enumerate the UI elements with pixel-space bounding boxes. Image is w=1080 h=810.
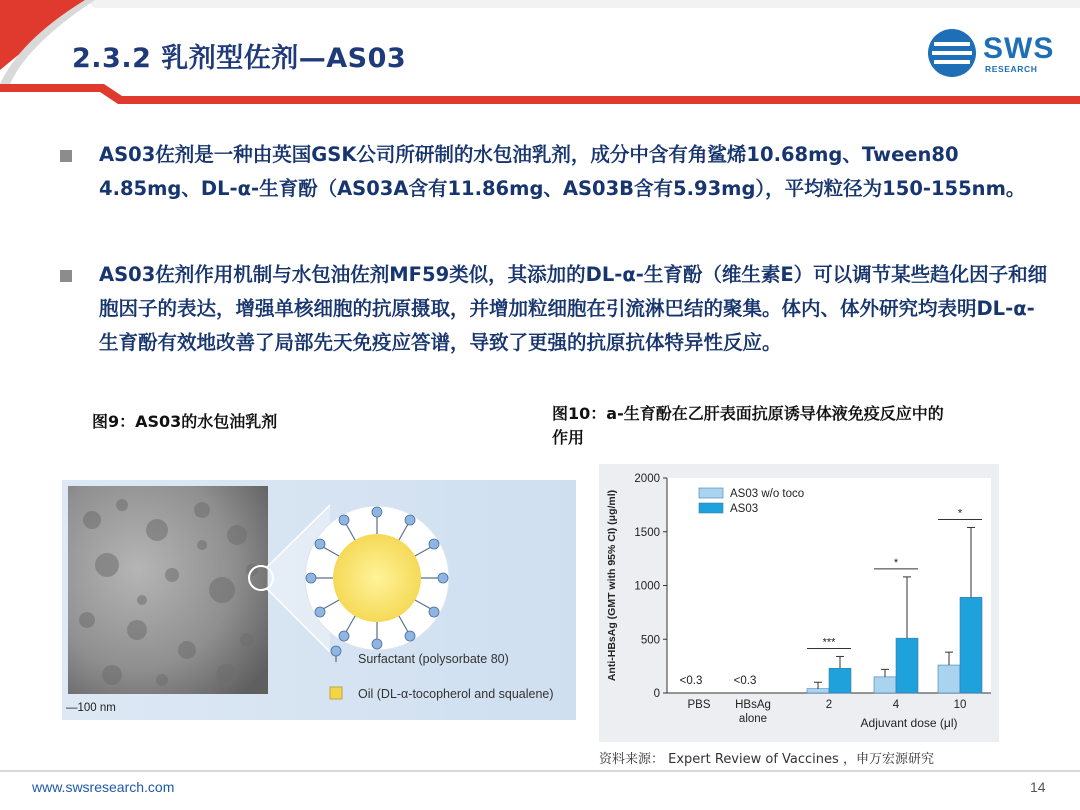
x-tick-label: 4 [892,699,900,711]
legend-label: AS03 w/o toco [730,488,805,500]
y-tick-label: 2000 [634,473,660,485]
bullet-text-2: AS03佐剂作用机制与水包油佐剂MF59类似，其添加的DL-α-生育酚（维生素E）可以调节某些趋化因子和细胞因子的表达，增强单核细胞的抗原摄取，并增加粒细胞在引流淋巴结的聚集。体内、体外研究均表明DL-α-生育酚有效地改善了局部先天免疫应答谱，导致了更强的抗原抗体特异性反应。 [99,263,1048,354]
figure9-caption: 图9：AS03的水包油乳剂 [92,412,278,431]
bar [896,638,918,693]
bullet-text-1: AS03佐剂是一种由英国GSK公司所研制的水包油乳剂，成分中含有角鲨烯10.68mg、Tween80 4.85mg、DL-α-生育酚（AS03A含有11.86mg、AS03B含有5.93mg），平均粒径为150-155nm。 [99,143,1026,200]
x-tick-label: 10 [953,699,967,711]
logo-subtitle: RESEARCH [985,64,1038,74]
legend-surfactant-label: Surfactant (polysorbate 80) [358,652,509,666]
bar [938,665,960,693]
page-title: 2.3.2 乳剂型佐剂—AS03 [72,43,407,74]
x-tick-label: 2 [825,699,833,711]
x-axis-label: Adjuvant dose (μl) [860,716,958,730]
bullet-square-icon [60,270,72,282]
emulsion-diagram [62,480,576,720]
figure10-caption-line1: 图10：a-生育酚在乙肝表面抗原诱导体液免疫反应中的 [552,404,944,423]
x-tick-label: PBS [687,699,711,711]
scale-bar-label: —100 nm [66,702,116,714]
legend-swatch [699,503,723,513]
y-tick-label: 0 [653,688,660,700]
bar [960,597,982,693]
bar [807,689,829,693]
significance-label: * [893,556,899,569]
legend-oil-label: Oil (DL-α-tocopherol and squalene) [358,687,554,701]
below-detection-label: <0.3 [733,675,757,687]
bar [874,677,896,693]
footer-url-link[interactable]: www.swsresearch.com [32,779,175,795]
figure10-caption-line2: 作用 [552,428,585,447]
oil-core [333,534,421,622]
significance-label: *** [822,636,836,649]
below-detection-label: <0.3 [679,675,703,687]
page-number: 14 [1030,779,1046,795]
y-tick-label: 1500 [634,526,660,539]
x-tick-label: HBsAg [735,699,771,711]
emulsion-figure [62,480,576,720]
legend-label: AS03 [730,503,759,515]
legend-swatch [699,488,723,498]
bar [829,668,851,693]
y-axis-label: Anti-HBsAg (GMT with 95% CI) (μg/ml) [606,489,618,682]
footer-divider [0,770,1080,772]
legend-oil-icon [330,687,342,699]
bar-chart [599,464,999,742]
chart-panel [599,464,999,742]
source-note: 资料来源： Expert Review of Vaccines ，申万宏源研究 [599,752,934,767]
x-tick-label: alone [738,713,768,725]
significance-label: * [957,507,963,520]
y-tick-label: 1000 [634,580,660,593]
bullet-square-icon [60,150,72,162]
logo-text: SWS [983,32,1055,65]
y-tick-label: 500 [640,634,660,647]
